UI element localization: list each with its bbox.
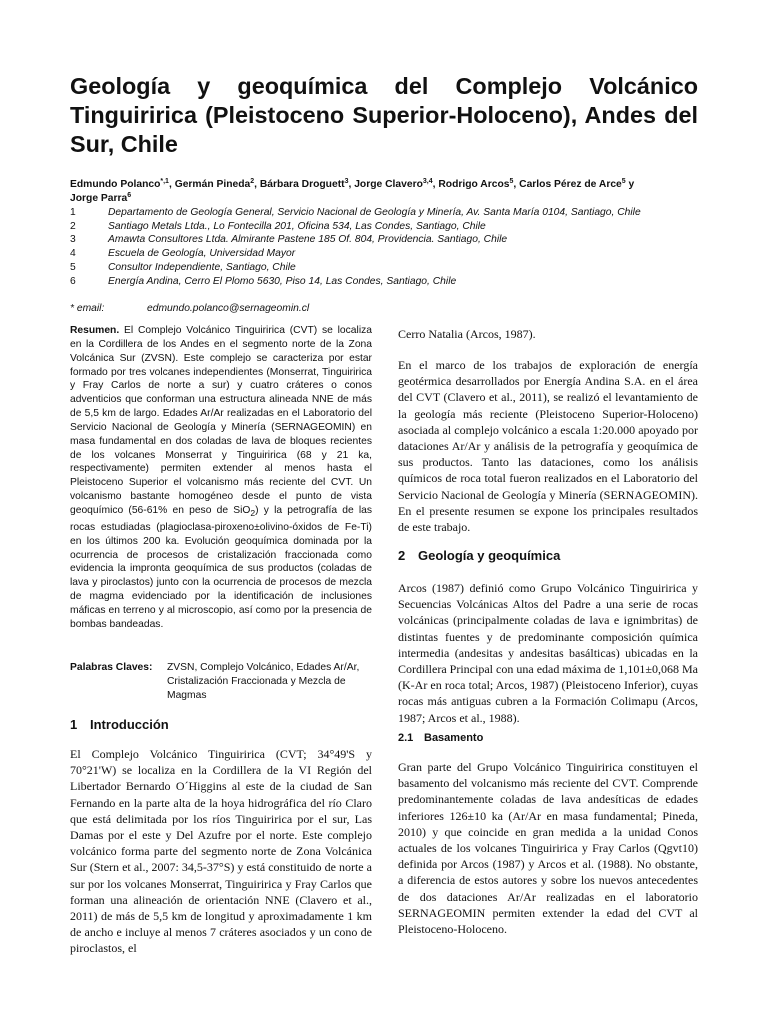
keywords-text: ZVSN, Complejo Volcánico, Edades Ar/Ar, Cristalización Fraccionada y Mezcla de Magmas (167, 662, 360, 701)
email-address[interactable]: edmundo.polanco@sernageomin.cl (147, 303, 310, 314)
author-separator: , (432, 179, 439, 190)
author-last-separator: y (625, 179, 635, 190)
author-name: Jorge Clavero (354, 179, 423, 190)
author-affiliation-marker: 6 (127, 192, 132, 199)
affiliation-text: Escuela de Geología, Universidad Mayor (108, 248, 296, 260)
subsection-heading-basamento (398, 731, 483, 745)
affiliation-item (70, 275, 710, 289)
affiliation-number: 4 (70, 248, 76, 260)
intro-paragraph-1: El Complejo Volcánico Tinguiririca (CVT; 34°49'S y 70°21'W) se localiza en la Cordillera de la VI Región del Libertador Bernardo O´Higgins al este de la ciudad de San Fernando en la parte alta de la hoya hidrográfica del río Claro que está delimitada por los ríos Tinguiririca por el sur, Las Damas por el este y Del Azufre por el norte. Este complejo volcánico forma parte del segmento norte de Zona Volcánica Sur (Stern et al., 2007: 34,5-37°S) y está constituido de norte a sur por los volcanes Monserrat, Tinguiririca y Fray Carlos que forman una alineación de orientación NNE (Clavero et al., 2011) de más de 5,5 km de longitud y aproximadamente 1 km de ancho e incluye al menos 7 cráteres asociados y un cono de piroclastos, el (70, 747, 372, 956)
author-name: Rodrigo Arcos (438, 179, 510, 190)
author-separator: , (168, 179, 175, 190)
affiliation-text: Consultor Independiente, Santiago, Chile (108, 261, 296, 273)
author-separator: , (348, 179, 355, 190)
paper-title: Geología y geoquímica del Complejo Volcánico Tinguiririca (Pleistoceno Superior-Holoceno), Andes del Sur, Chile (70, 73, 698, 157)
section-title: Introducción (90, 717, 169, 732)
corresponding-email (70, 302, 570, 316)
abstract-paragraph (70, 324, 372, 632)
affiliation-list (70, 206, 710, 288)
keywords-block (70, 661, 372, 703)
abstract-subscript: 2 (250, 508, 256, 519)
subsection-title: Basamento (424, 732, 484, 744)
author-affiliation-marker: *,1 (160, 178, 169, 185)
abstract-lead: Resumen. (70, 325, 120, 336)
author-affiliation-marker: 5 (621, 178, 626, 185)
affiliation-item (70, 261, 710, 275)
affiliation-text: Departamento de Geología General, Servicio Nacional de Geología y Minería, Av. Santa María 0104, Santiago, Chile (108, 207, 641, 218)
email-label: * email: (70, 303, 105, 314)
section-title: Geología y geoquímica (418, 548, 561, 563)
affiliation-item (70, 220, 710, 234)
author-separator: , (513, 179, 520, 190)
author-affiliation-marker: 3,4 (422, 178, 433, 185)
affiliation-text: Amawta Consultores Ltda. Almirante Pastene 185 Of. 804, Providencia. Santiago, Chile (108, 234, 508, 246)
affiliation-number: 5 (70, 261, 76, 273)
author-name: Germán Pineda (174, 179, 251, 190)
affiliation-text: Santiago Metals Ltda., Lo Fontecilla 201, Oficina 534, Las Condes, Santiago, Chile (108, 220, 486, 232)
author-affiliation-marker: 3 (344, 178, 349, 185)
section-number: 1 (70, 717, 78, 732)
affiliation-item (70, 247, 710, 261)
affiliation-number: 1 (70, 207, 76, 218)
intro-paragraph-2: En el marco de los trabajos de exploración de energía geotérmica desarrollados por Energía Andina S.A. en el área del CVT (Clavero et al., 2011), se realizó el levantamiento de la geología más reciente (Pleistoceno Superior-Holoceno) asociada al complejo volcánico a escala 1:20.000 apoyado por dataciones Ar/Ar y análisis de la petrografía y geoquímica de sus productos. Tanto las dataciones, como los análisis químicos de roca total fueron realizados en el Laboratorio del Servicio Nacional de Geología y Minería (SERNAGEOMIN). En el presente resumen se expone los principales resultados de este trabajo. (398, 358, 698, 535)
abstract-text: El Complejo Volcánico Tinguiririca (CVT) se localiza en la Cordillera de los Andes en el segmento norte de la Zona Volcánica Sur (ZVSN). Este complejo se caracteriza por estar formado por tres volcanes independientes (Monserrat, Tinguiririca y Fray Carlos de norte a sur) y cuatro cráteres o conos adventicios que conforman una estructura alineada NNE de más de 5,5 km de largo. Edades Ar/Ar realizadas en el Laboratorio del Servicio Nacional de Geología y Minería (SERNAGEOMIN) en masa fundamental en dos coladas de lava de bloques recientes de los volcanes Monserrat y Tinguiririca (68 y 21 ka, respectivamente) permiten extender al menos hasta el Pleistoceno Superior el volcanismo más reciente del CVT. Un volcanismo bastante homogéneo desde el punto de vista geoquímico (56-61% en peso de SiO (70, 325, 372, 516)
section-heading-geologia (398, 548, 560, 564)
section-number: 2 (398, 548, 406, 563)
abstract-text-continued: ) y la petrografía de las rocas estudiadas (plagioclasa-piroxeno±olivino-óxidos de Fe-Ti) en los últimos 200 ka. Evolución geoquímica dominada por la ocurrencia de procesos de cristalización fraccionada como evidencia la impronta geoquímica de sus productos (coladas de lava y piroclastos) junto con la ocurrencia de procesos de mezcla de magma evidenciado por la identificación de inclusiones máficas en terreno y al microscopio, así como por la presencia de bombas bandeadas. (70, 504, 373, 630)
basamento-paragraph-1: Gran parte del Grupo Volcánico Tinguiririca constituyen el basamento del volcanismo más reciente del CVT. Comprende predominantemente coladas de lava andesíticas de edades inferiores 126±10 ka (Ar/Ar en masa fundamental; Pineda, 2010) y que coincide en gran medida a la unidad Conos actuales de los volcanes Tinguiririca y Fray Carlos (Qgvt10) definida por Arcos (1987) y Arcos et al. (1988). No obstante, a diferencia de estos autores y sobre los nuevos antecedentes de dos dataciones Ar/Ar realizadas en el laboratorio SERNAGEOMIN permiten extender la edad del CVT al Pleistoceno-Holoceno. (398, 760, 698, 937)
author-affiliation-marker: 5 (509, 178, 514, 185)
author-name: Jorge Parra (70, 193, 128, 204)
author-list (70, 178, 700, 206)
affiliation-number: 2 (70, 220, 76, 232)
intro-paragraph-1-continued: Cerro Natalia (Arcos, 1987). (398, 327, 536, 341)
affiliation-number: 3 (70, 234, 76, 246)
author-name: Carlos Pérez de Arce (519, 179, 622, 190)
affiliation-text: Energía Andina, Cerro El Plomo 5630, Piso 14, Las Condes, Santiago, Chile (108, 275, 457, 287)
keywords-label: Palabras Claves: (70, 662, 153, 673)
affiliation-item (70, 233, 710, 247)
author-name: Bárbara Droguett (259, 179, 345, 190)
author-separator: , (254, 179, 260, 190)
subsection-number: 2.1 (398, 732, 414, 744)
section-heading-introduccion (70, 717, 169, 733)
author-affiliation-marker: 2 (250, 178, 255, 185)
affiliation-item (70, 206, 710, 220)
geologia-paragraph-1: Arcos (1987) definió como Grupo Volcánico Tinguiririca y Secuencias Volcánicas Altos del Padre a una serie de rocas volcánicas (principalmente coladas de lava e ignimbritas) de distintas fuentes y de predominante composición química intermedia (andesitas y andesitas basálticas) ubicadas en la Cordillera Principal con una edad máxima de 1,101±0,068 Ma (K-Ar en roca total; Arcos, 1987) (Pleistoceno Inferior), cuyas rocas más antiguas cubren a la Formación Colimapu (Arcos, 1987; Arcos et al., 1988). (398, 581, 698, 725)
affiliation-number: 6 (70, 275, 76, 287)
author-name: Edmundo Polanco (70, 179, 161, 190)
